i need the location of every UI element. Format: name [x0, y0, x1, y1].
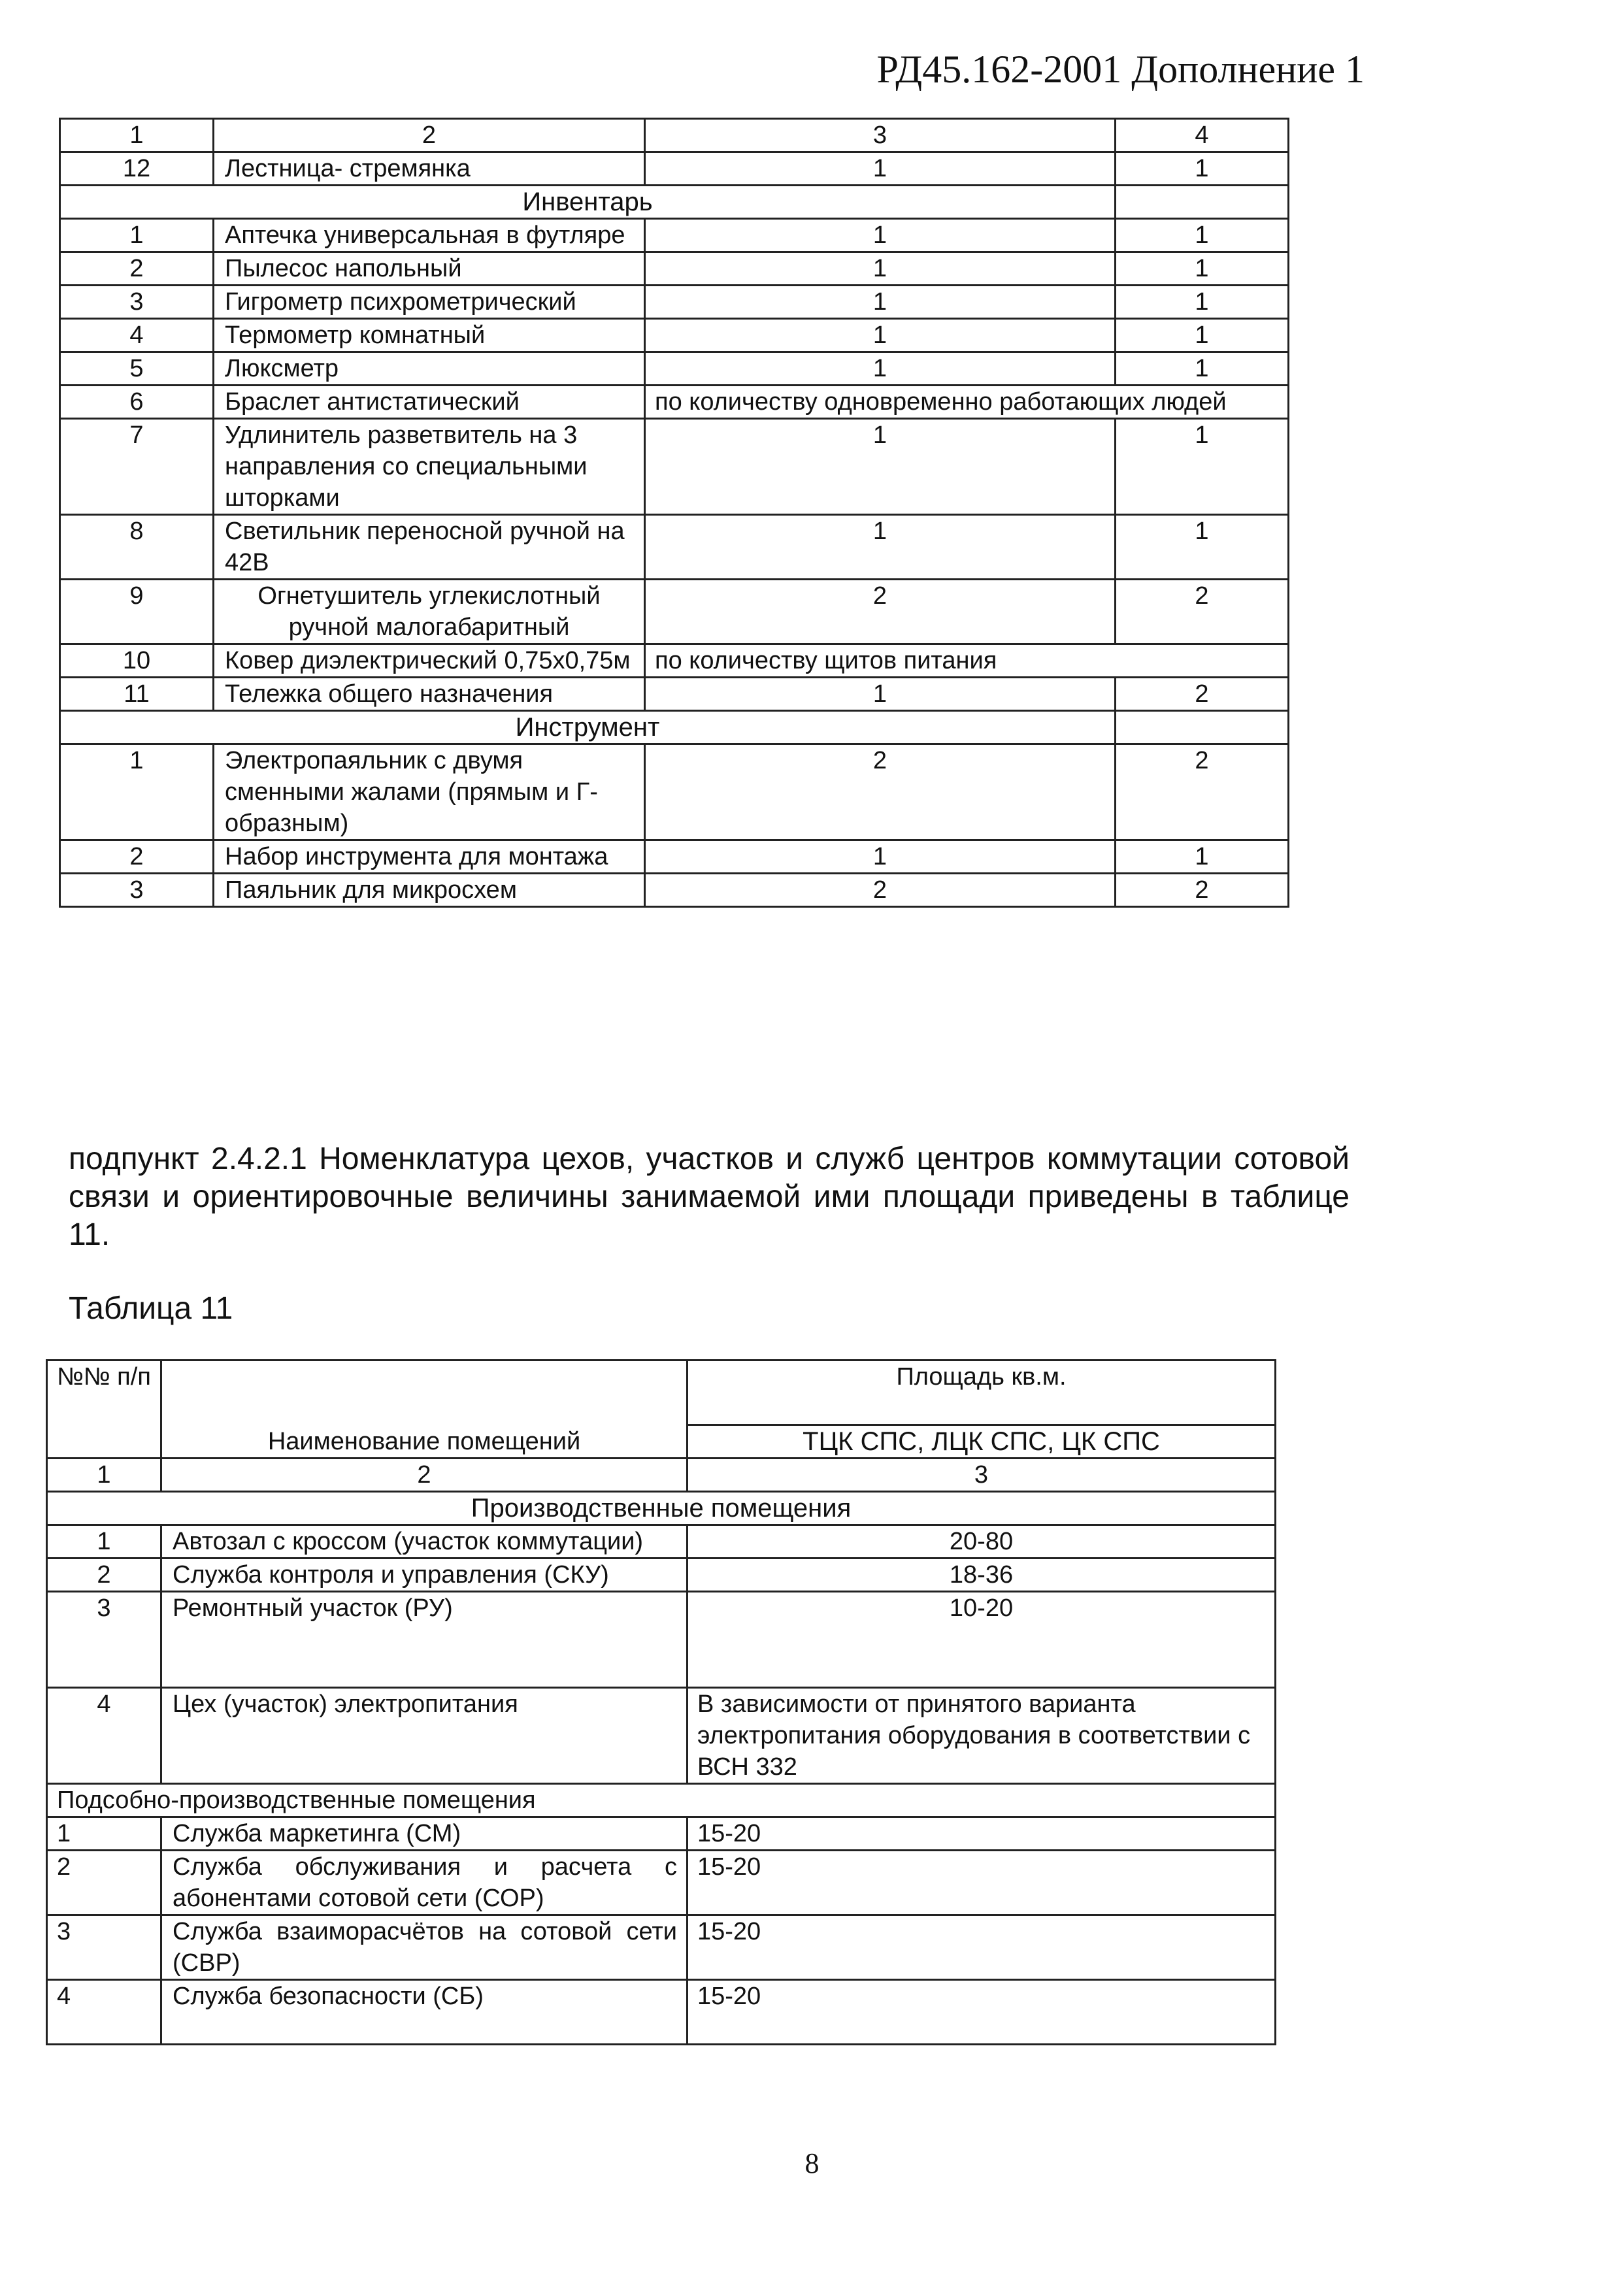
quantity: 1	[1116, 152, 1289, 186]
quantity: 1	[645, 152, 1116, 186]
row-number: 4	[47, 1688, 161, 1784]
row-number: 8	[60, 515, 214, 580]
col-number: 2	[214, 119, 645, 152]
row-number: 11	[60, 678, 214, 711]
quantity: 1	[645, 840, 1116, 874]
premise-name: Служба взаиморасчётов на сотовой сети (СВР)	[161, 1915, 688, 1980]
row-number: 12	[60, 152, 214, 186]
table-row	[47, 1688, 1276, 1784]
quantity: 2	[645, 744, 1116, 840]
quantity: 2	[1116, 678, 1289, 711]
item-name: Термометр комнатный	[214, 319, 645, 352]
col-number: 1	[47, 1459, 161, 1492]
table-row	[47, 1851, 1276, 1915]
premise-name: Ремонтный участок (РУ)	[161, 1592, 688, 1688]
quantity: 1	[1116, 319, 1289, 352]
row-number: 7	[60, 419, 214, 515]
table-row	[60, 352, 1289, 386]
area-value: 15-20	[688, 1915, 1276, 1980]
quantity-note: по количеству одновременно работающих людей	[645, 386, 1289, 419]
area-value: 15-20	[688, 1851, 1276, 1915]
table-row	[47, 1980, 1276, 2045]
quantity: 1	[1116, 840, 1289, 874]
premise-name: Служба обслуживания и расчета с абонентами сотовой сети (СОР)	[161, 1851, 688, 1915]
item-name: Огнетушитель углекислотный ручной малогабаритный	[214, 580, 645, 644]
quantity: 2	[1116, 580, 1289, 644]
row-number: 10	[60, 644, 214, 678]
header-subcolumns: ТЦК СПС, ЛЦК СПС, ЦК СПС	[688, 1425, 1276, 1459]
row-number: 3	[60, 874, 214, 907]
quantity: 2	[645, 874, 1116, 907]
quantity: 1	[645, 252, 1116, 286]
group-heading: Инвентарь	[60, 186, 1116, 219]
premise-name: Автозал с кроссом (участок коммутации)	[161, 1525, 688, 1559]
area-value: 18-36	[688, 1559, 1276, 1592]
group-row	[60, 711, 1289, 744]
item-name: Тележка общего назначения	[214, 678, 645, 711]
header-row	[47, 1361, 1276, 1425]
item-name: Светильник переносной ручной на 42В	[214, 515, 645, 580]
table-row	[60, 119, 1289, 152]
row-number: 6	[60, 386, 214, 419]
quantity: 1	[645, 286, 1116, 319]
area-value: 20-80	[688, 1525, 1276, 1559]
col-number: 1	[60, 119, 214, 152]
table-row	[60, 874, 1289, 907]
subclause-paragraph: подпункт 2.4.2.1 Номенклатура цехов, участков и служб центров коммутации сотовой связи и ориентировочные величины занимаемой ими площади приведены в таблице 11.	[69, 1142, 1350, 1252]
table-row	[47, 1459, 1276, 1492]
row-number: 2	[47, 1851, 161, 1915]
table-row	[60, 644, 1289, 678]
table-row	[47, 1592, 1276, 1688]
table-row	[47, 1915, 1276, 1980]
col-number: 3	[645, 119, 1116, 152]
group-row	[47, 1492, 1276, 1525]
area-value: В зависимости от принятого варианта электропитания оборудования в соответствии с ВСН 332	[688, 1688, 1276, 1784]
equipment-table	[59, 118, 1289, 908]
row-number: 1	[60, 744, 214, 840]
table-row	[60, 252, 1289, 286]
area-value: 15-20	[688, 1817, 1276, 1851]
quantity: 1	[645, 352, 1116, 386]
row-number: 1	[47, 1525, 161, 1559]
table-row	[60, 152, 1289, 186]
quantity: 1	[645, 319, 1116, 352]
table-row	[60, 840, 1289, 874]
premise-name: Цех (участок) электропитания	[161, 1688, 688, 1784]
document-header: РД45.162-2001 Дополнение 1	[876, 48, 1365, 91]
quantity: 1	[1116, 286, 1289, 319]
row-number: 3	[60, 286, 214, 319]
quantity: 2	[645, 580, 1116, 644]
empty-cell	[1116, 711, 1289, 744]
table-row	[47, 1559, 1276, 1592]
item-name: Браслет антистатический	[214, 386, 645, 419]
row-number: 9	[60, 580, 214, 644]
quantity: 1	[1116, 219, 1289, 252]
quantity: 1	[645, 219, 1116, 252]
row-number: 1	[47, 1817, 161, 1851]
item-name: Лестница- стремянка	[214, 152, 645, 186]
header-number: №№ п/п	[47, 1361, 161, 1459]
table-row	[60, 580, 1289, 644]
row-number: 2	[60, 840, 214, 874]
table-row	[60, 515, 1289, 580]
table-row	[60, 678, 1289, 711]
item-name: Гигрометр психрометрический	[214, 286, 645, 319]
quantity: 1	[1116, 419, 1289, 515]
quantity: 1	[645, 678, 1116, 711]
col-number: 4	[1116, 119, 1289, 152]
item-name: Ковер диэлектрический 0,75х0,75м	[214, 644, 645, 678]
area-value: 15-20	[688, 1980, 1276, 2045]
group-row	[60, 186, 1289, 219]
group-heading: Инструмент	[60, 711, 1116, 744]
page-number: 8	[804, 2147, 820, 2179]
table-row	[47, 1817, 1276, 1851]
row-number: 2	[60, 252, 214, 286]
quantity: 2	[1116, 874, 1289, 907]
table-row	[60, 319, 1289, 352]
item-name: Электропаяльник с двумя сменными жалами (прямым и Г-образным)	[214, 744, 645, 840]
header-area: Площадь кв.м.	[688, 1361, 1276, 1425]
row-number: 1	[60, 219, 214, 252]
item-name: Набор инструмента для монтажа	[214, 840, 645, 874]
quantity: 1	[1116, 352, 1289, 386]
premises-table	[46, 1359, 1276, 2045]
row-number: 5	[60, 352, 214, 386]
table-row	[60, 419, 1289, 515]
row-number: 2	[47, 1559, 161, 1592]
table-row	[60, 286, 1289, 319]
table-caption: Таблица 11	[69, 1291, 233, 1326]
quantity: 1	[1116, 252, 1289, 286]
col-number: 3	[688, 1459, 1276, 1492]
group-heading: Производственные помещения	[47, 1492, 1276, 1525]
item-name: Люксметр	[214, 352, 645, 386]
table-row	[60, 744, 1289, 840]
group-row	[47, 1784, 1276, 1817]
quantity: 1	[645, 515, 1116, 580]
premise-name: Служба безопасности (СБ)	[161, 1980, 688, 2045]
premise-name: Служба контроля и управления (СКУ)	[161, 1559, 688, 1592]
table-row	[47, 1525, 1276, 1559]
quantity: 2	[1116, 744, 1289, 840]
header-name: Наименование помещений	[161, 1361, 688, 1459]
premise-name: Служба маркетинга (СМ)	[161, 1817, 688, 1851]
row-number: 3	[47, 1915, 161, 1980]
quantity: 1	[645, 419, 1116, 515]
table-row	[60, 386, 1289, 419]
item-name: Удлинитель разветвитель на 3 направления со специальными шторками	[214, 419, 645, 515]
quantity-note: по количеству щитов питания	[645, 644, 1289, 678]
quantity: 1	[1116, 515, 1289, 580]
item-name: Аптечка универсальная в футляре	[214, 219, 645, 252]
area-value: 10-20	[688, 1592, 1276, 1688]
group-heading: Подсобно-производственные помещения	[47, 1784, 1276, 1817]
row-number: 3	[47, 1592, 161, 1688]
table-row	[60, 219, 1289, 252]
item-name: Пылесос напольный	[214, 252, 645, 286]
row-number: 4	[60, 319, 214, 352]
col-number: 2	[161, 1459, 688, 1492]
item-name: Паяльник для микросхем	[214, 874, 645, 907]
empty-cell	[1116, 186, 1289, 219]
row-number: 4	[47, 1980, 161, 2045]
